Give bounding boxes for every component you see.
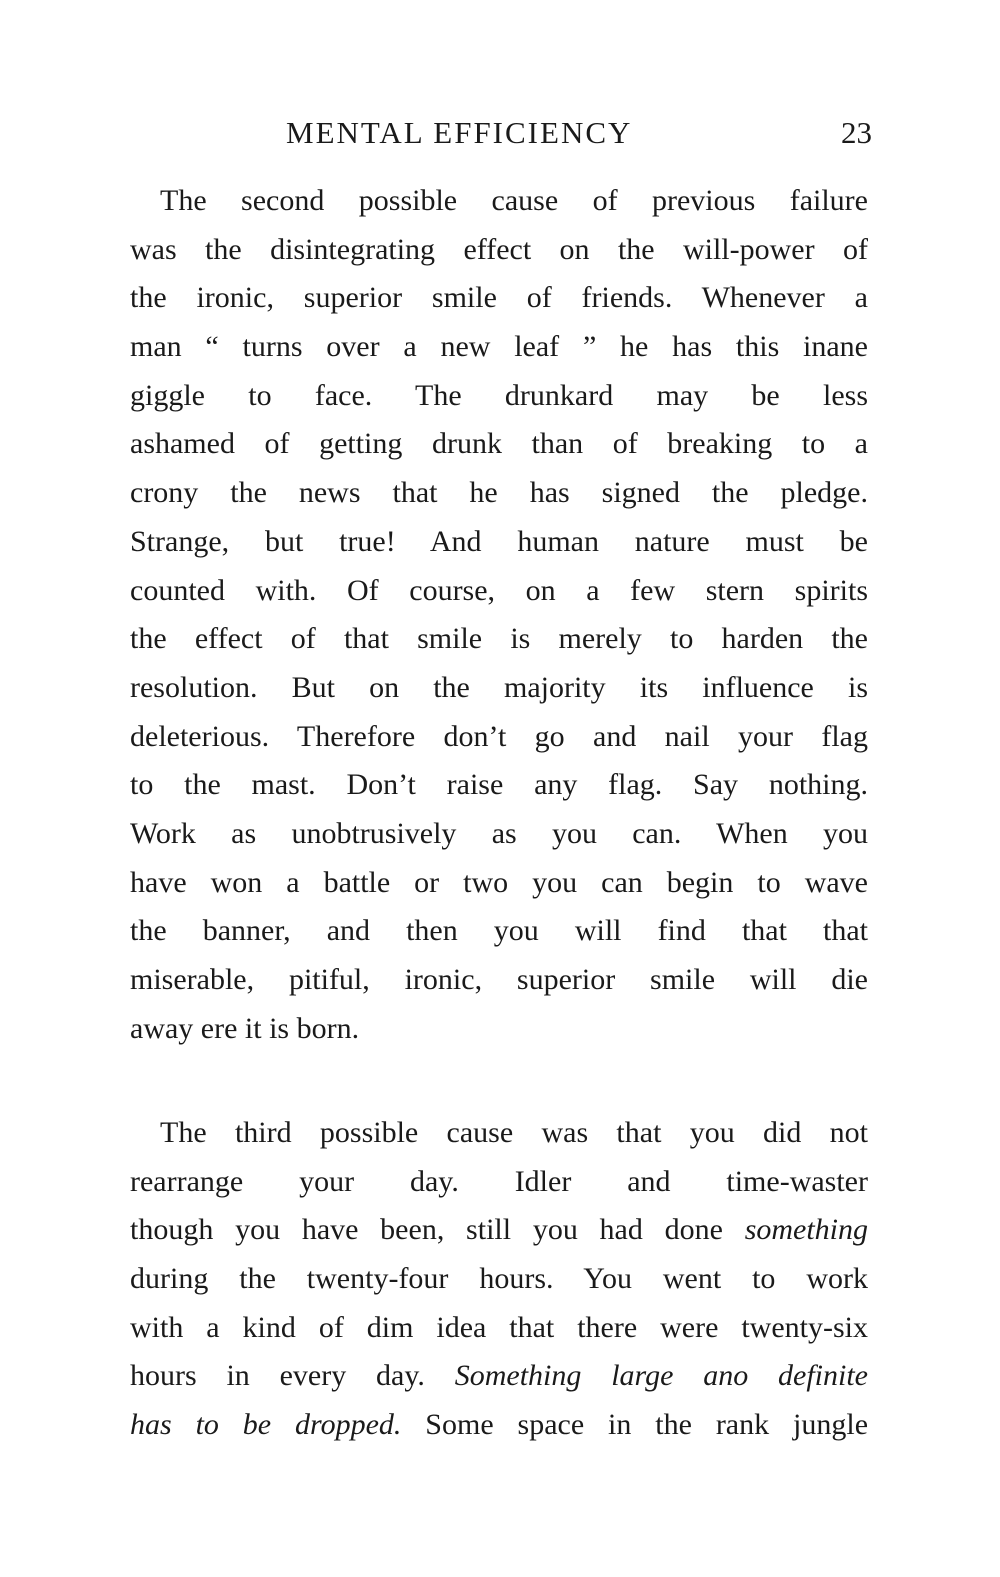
text-line: Strange, but true! And human nature must be xyxy=(130,524,868,558)
text-line: deleterious. Therefore don’t go and nail your flag xyxy=(130,719,868,753)
text-line: The third possible cause was that you did not xyxy=(160,1116,868,1149)
text-line: the ironic, superior smile of friends. Whenever a xyxy=(130,281,868,315)
text-line: to the mast. Don’t raise any flag. Say nothing. xyxy=(130,768,868,802)
page-header xyxy=(130,113,872,157)
text-line: giggle to face. The drunkard may be less xyxy=(130,378,868,412)
text-line xyxy=(130,1206,868,1255)
text-line: The second possible cause of previous failure xyxy=(160,184,868,217)
italic-text: Something large ano definite xyxy=(454,1359,868,1393)
text-line: crony the news that he has signed the pledge. xyxy=(130,476,868,510)
text-line: counted with. Of course, on a few stern spirits xyxy=(130,573,868,607)
text-line: the effect of that smile is merely to harden the xyxy=(130,622,868,656)
page-number: 23 xyxy=(841,115,872,150)
text-run: hours in every day. xyxy=(130,1359,425,1393)
text-line: rearrange your day. Idler and time-waster xyxy=(130,1164,868,1198)
text-line: man “ turns over a new leaf ” he has this inane xyxy=(130,330,868,364)
text-line xyxy=(130,1401,868,1450)
text-line: with a kind of dim idea that there were twenty-six xyxy=(130,1310,868,1344)
text-line: miserable, pitiful, ironic, superior smile will die xyxy=(130,963,868,996)
text-line: ashamed of getting drunk than of breaking to a xyxy=(130,427,868,461)
text-line: Work as unobtrusively as you can. When you xyxy=(130,816,868,850)
text-line: have won a battle or two you can begin to wave xyxy=(130,865,868,899)
running-head: MENTAL EFFICIENCY xyxy=(286,115,633,150)
italic-text: something xyxy=(744,1213,869,1247)
italic-text: has to be dropped. xyxy=(130,1408,402,1442)
text-line: the banner, and then you will find that that xyxy=(130,914,868,948)
text-line: away ere it is born. xyxy=(130,1011,360,1045)
text-run: though you have been, still you had done xyxy=(130,1213,723,1247)
text-run: Some space in the rank jungle xyxy=(425,1408,869,1442)
text-line xyxy=(130,1352,868,1401)
text-line: during the twenty-four hours. You went to work xyxy=(130,1262,868,1296)
paragraph-2 xyxy=(130,1109,868,1450)
paragraph-1 xyxy=(130,177,868,1053)
text-line: resolution. But on the majority its influence is xyxy=(130,670,868,704)
text-line: was the disintegrating effect on the will-power of xyxy=(130,232,868,266)
